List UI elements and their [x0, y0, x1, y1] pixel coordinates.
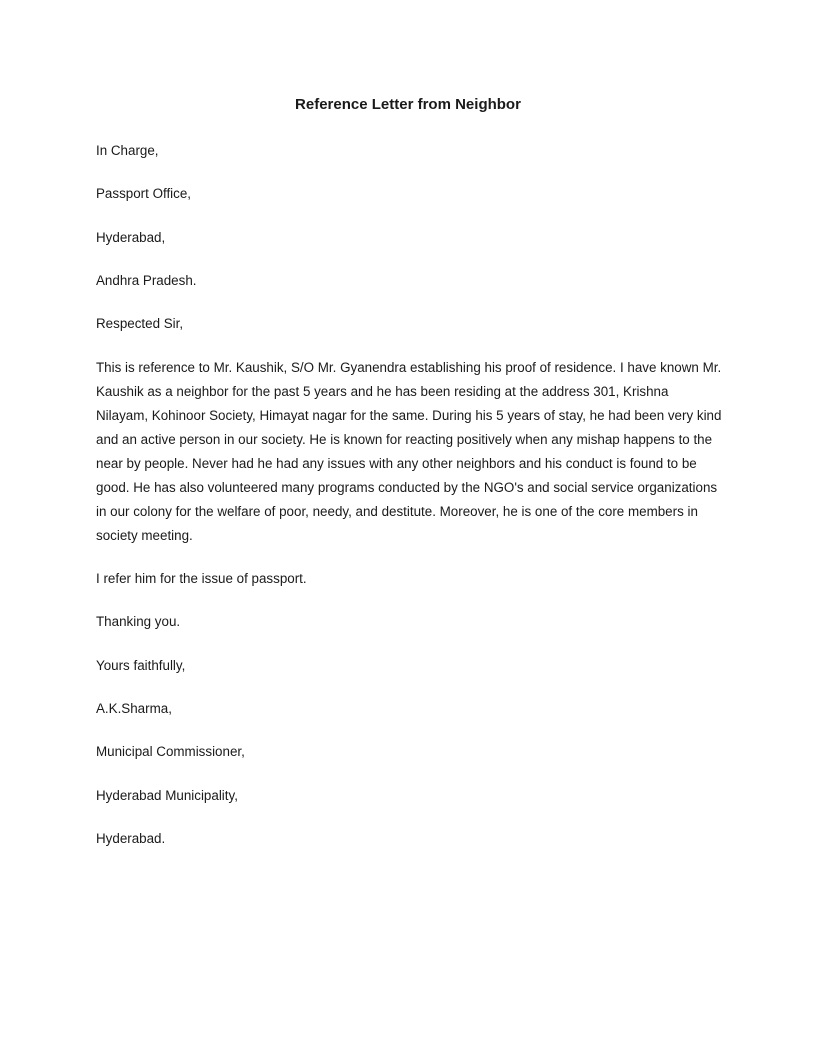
- document-title: Reference Letter from Neighbor: [295, 96, 521, 113]
- referral-line: I refer him for the issue of passport.: [96, 571, 307, 586]
- signature-organization: Hyderabad Municipality,: [96, 788, 238, 803]
- address-line-4: Andhra Pradesh.: [96, 273, 197, 288]
- thanks-line: Thanking you.: [96, 614, 181, 629]
- signature-city: Hyderabad.: [96, 831, 166, 846]
- salutation: Respected Sir,: [96, 316, 184, 331]
- closing-line: Yours faithfully,: [96, 658, 186, 673]
- address-line-1: In Charge,: [96, 143, 159, 158]
- signature-designation: Municipal Commissioner,: [96, 744, 245, 759]
- body-paragraph: This is reference to Mr. Kaushik, S/O Mr. Gyanendra establishing his proof of residence. I have known Mr. Kaushik as a neighbor for the past 5 years and he has been residing at the address 301, Krishna Nilayam, Kohinoor Society, Himayat nagar for the same. During his 5 years of stay, he had been very kind and an active person in our society. He is known for reacting positively when any mishap happens to the near by people. Never had he had any issues with any other neighbors and his conduct is found to be good. He has also volunteered many programs conducted by the NGO's and social service organizations in our colony for the welfare of poor, needy, and destitute. Moreover, he is one of the core members in society meeting.: [96, 360, 722, 543]
- address-line-3: Hyderabad,: [96, 230, 166, 245]
- address-line-2: Passport Office,: [96, 186, 192, 201]
- signature-name: A.K.Sharma,: [96, 701, 172, 716]
